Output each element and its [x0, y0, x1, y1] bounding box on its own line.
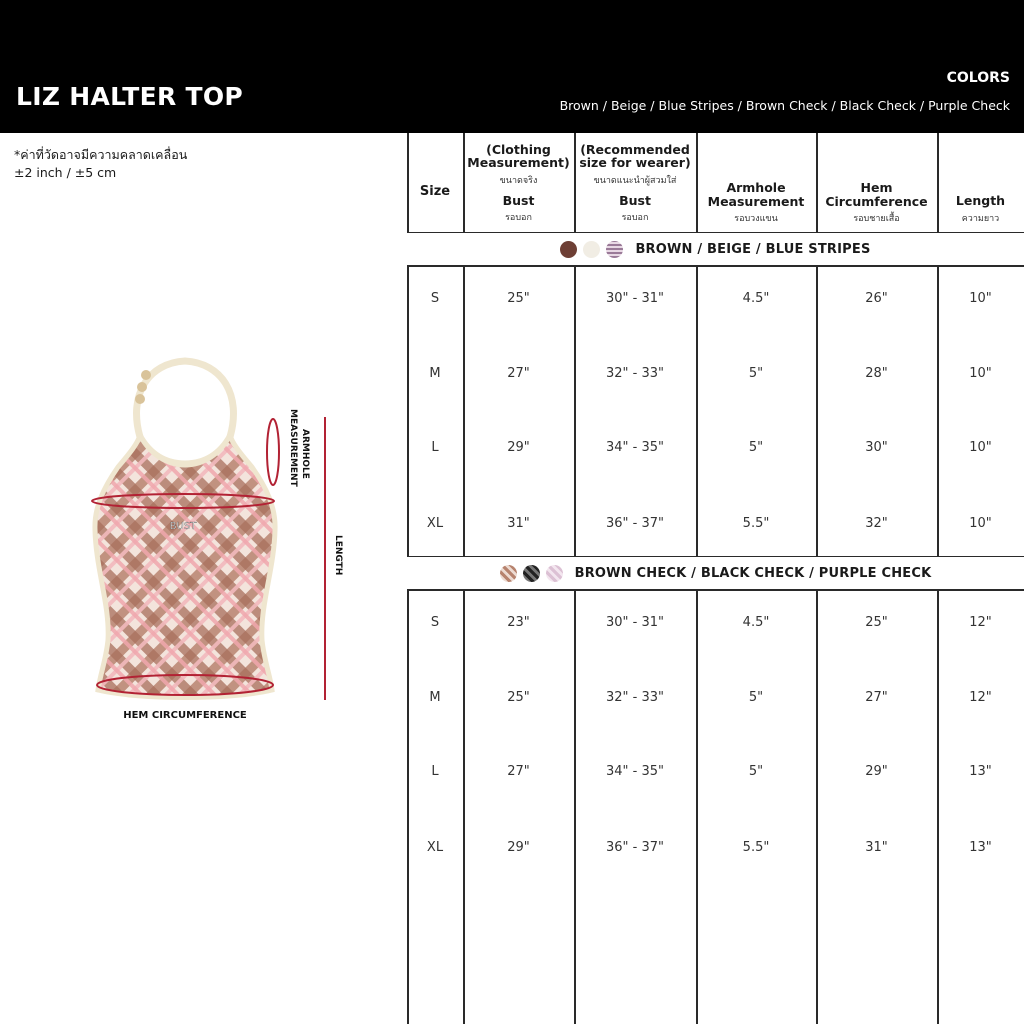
table-cell: 30" - 31": [606, 615, 664, 630]
table-cell: 12": [969, 615, 992, 630]
header-banner: [0, 0, 1024, 133]
table-cell: 32" - 33": [606, 366, 664, 381]
garment-diagram: [80, 355, 360, 730]
table-cell: 30": [865, 440, 888, 455]
table-cell: 30" - 31": [606, 291, 664, 306]
table-cell: 25": [507, 291, 530, 306]
table-cell: L: [431, 764, 439, 779]
col-header-armhole: Armhole Measurement รอบวงแขน: [707, 180, 805, 224]
table-cell: 31": [865, 840, 888, 855]
table-cell: 26": [865, 291, 888, 306]
col-header-length: Length ความยาว: [955, 193, 1006, 224]
table-cell: 5": [748, 440, 764, 455]
table-cell: 5.5": [742, 516, 770, 531]
purple-check-swatch-icon: [546, 565, 563, 582]
table-cell: 4.5": [742, 615, 770, 630]
table-cell: 5": [748, 690, 764, 705]
table-cell: 36" - 37": [606, 840, 664, 855]
table-cell: 25": [507, 690, 530, 705]
table-cell: S: [430, 615, 440, 630]
brown-check-swatch-icon: [500, 565, 517, 582]
group-header-check: [407, 557, 1024, 589]
brown-swatch-icon: [560, 241, 577, 258]
table-cell: 5": [748, 764, 764, 779]
table-cell: L: [431, 440, 439, 455]
table-cell: 12": [969, 690, 992, 705]
measurement-note: [14, 146, 187, 182]
note-thai: *ค่าที่วัดอาจมีความคลาดเคลื่อน: [14, 147, 188, 162]
table-cell: 10": [969, 366, 992, 381]
table-cell: 29": [865, 764, 888, 779]
armhole-marker: [267, 419, 279, 485]
table-cell: 32": [865, 516, 888, 531]
table-cell: 4.5": [742, 291, 770, 306]
table-cell: 29": [507, 840, 530, 855]
table-cell: 36" - 37": [606, 516, 664, 531]
table-cell: 27": [507, 764, 530, 779]
stripes-swatch-icon: [606, 241, 623, 258]
group-label: BROWN / BEIGE / BLUE STRIPES: [635, 241, 871, 257]
table-cell: 34" - 35": [606, 764, 664, 779]
armhole-label-1: ARMHOLE: [300, 429, 310, 479]
table-cell: 13": [969, 840, 992, 855]
table-cell: 34" - 35": [606, 440, 664, 455]
table-cell: M: [429, 690, 441, 705]
col-header-bust: (Clothing Measurement) ขนาดจริง Bust รอบอก: [467, 142, 570, 223]
length-label: LENGTH: [333, 535, 343, 576]
col-header-size: Size: [419, 184, 451, 199]
table-cell: 32" - 33": [606, 690, 664, 705]
page-title: LIZ HALTER TOP: [16, 82, 244, 111]
table-cell: 10": [969, 516, 992, 531]
table-cell: 27": [865, 690, 888, 705]
table-cell: 5.5": [742, 840, 770, 855]
table-cell: XL: [426, 516, 444, 531]
armhole-label-2: MEASUREMENT: [288, 409, 298, 487]
note-tolerance: ±2 inch / ±5 cm: [14, 165, 117, 180]
beige-swatch-icon: [583, 241, 600, 258]
group-header-stripes: [407, 233, 1024, 265]
table-cell: 28": [865, 366, 888, 381]
table-cell: 27": [507, 366, 530, 381]
table-cell: 13": [969, 764, 992, 779]
table-cell: 5": [748, 366, 764, 381]
table-cell: XL: [426, 840, 444, 855]
col-header-hem: Hem Circumference รอบชายเสื้อ: [825, 180, 928, 224]
table-cell: 29": [507, 440, 530, 455]
colors-list: Brown / Beige / Blue Stripes / Brown Check / Black Check / Purple Check: [559, 98, 1010, 113]
hem-label: HEM CIRCUMFERENCE: [123, 710, 247, 721]
table-cell: 25": [865, 615, 888, 630]
col-header-recommended-bust: (Recommended size for wearer) ขนาดแนะนำผู้สวมใส่ Bust รอบอก: [579, 142, 691, 223]
table-cell: S: [430, 291, 440, 306]
table-cell: 31": [507, 516, 530, 531]
table-cell: 10": [969, 440, 992, 455]
table-cell: 23": [507, 615, 530, 630]
colors-heading: COLORS: [946, 70, 1010, 86]
table-cell: 10": [969, 291, 992, 306]
size-chart-table: [407, 133, 1024, 1024]
bust-label: BUST: [169, 521, 197, 532]
group-label: BROWN CHECK / BLACK CHECK / PURPLE CHECK: [574, 565, 932, 581]
black-check-swatch-icon: [523, 565, 540, 582]
table-cell: M: [429, 366, 441, 381]
